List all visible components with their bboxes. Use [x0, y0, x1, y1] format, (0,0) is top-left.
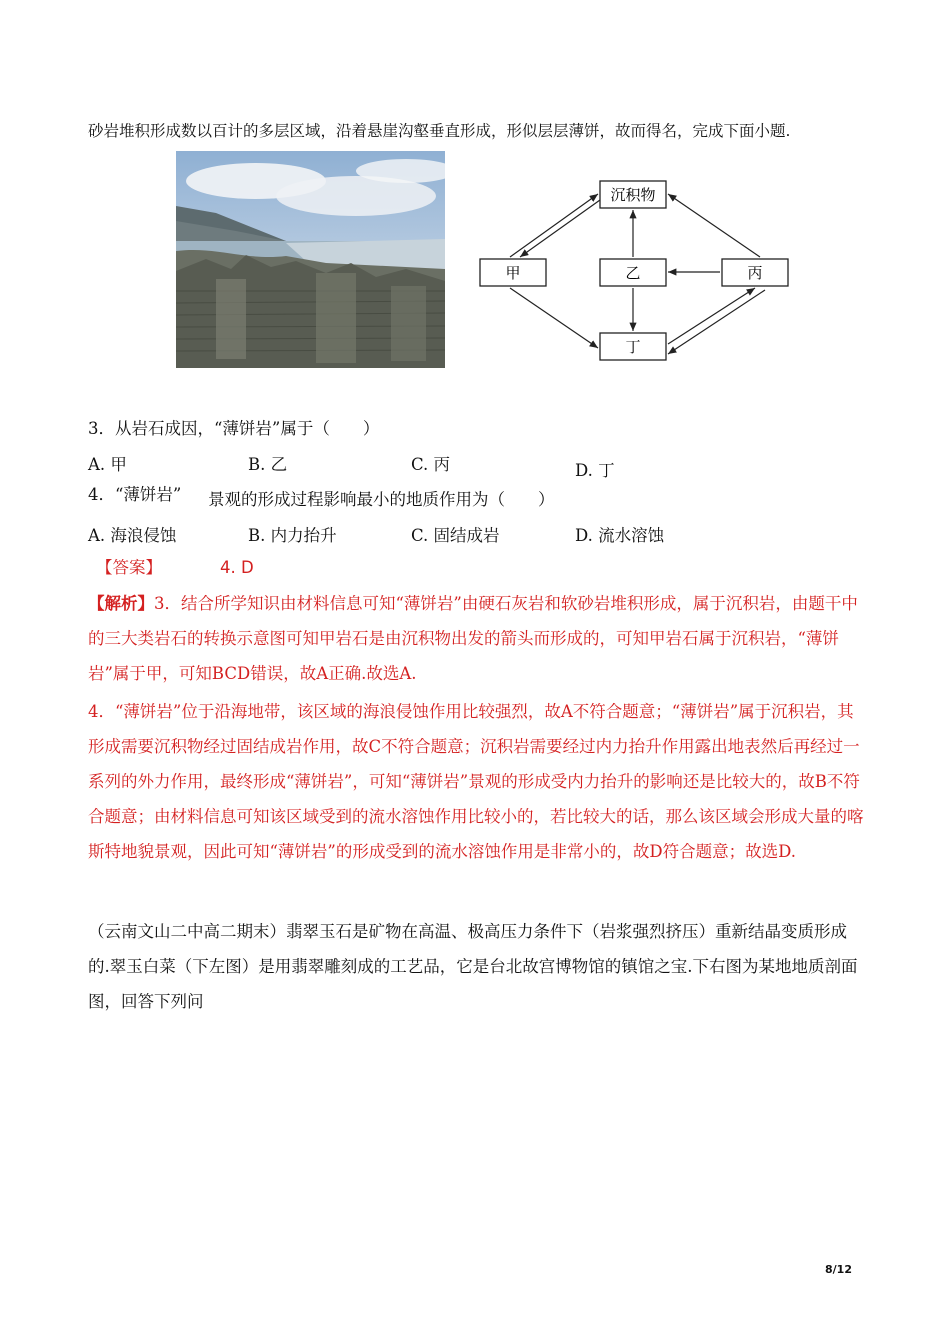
node-ding: 丁 — [625, 338, 641, 356]
node-sediment: 沉积物 — [610, 186, 656, 204]
analysis-label: 【解析】 — [88, 594, 154, 613]
pancake-rocks-photo — [176, 151, 445, 368]
q4-stem-part2: 景观的形成过程影响最小的地质作用为（ ） — [208, 490, 555, 509]
q4-option-b: B. 内力抬升 — [248, 526, 337, 545]
q3-option-c: C. 丙 — [411, 455, 451, 474]
analysis-q3: 【解析】3．结合所学知识由材料信息可知“薄饼岩”由硬石灰岩和软砂岩堆积形成，属于沉积岩，由题干中的三大类岩石的转换示意图可知甲岩石是由沉积物出发的箭头而形成的，可知甲岩石属于沉积岩，“薄饼岩”属于甲，可知BCD错误，故A正确.故选A. — [88, 594, 858, 683]
node-jia: 甲 — [505, 264, 521, 282]
q3-option-a: A. 甲 — [88, 455, 127, 474]
next-material: （云南文山二中高二期末）翡翠玉石是矿物在高温、极高压力条件下（岩浆强烈挤压）重新结晶变质形成的.翠玉白菜（下左图）是用翡翠雕刻成的工艺品，它是台北故宫博物馆的镇馆之宝.下右图为某地地质剖面图，回答下列问 — [88, 922, 858, 1011]
q3-stem: 3．从岩石成因，“薄饼岩”属于（ ） — [88, 419, 380, 438]
node-bing: 丙 — [747, 264, 763, 282]
answer-value: 4. D — [220, 558, 254, 577]
intro-text: 砂岩堆积形成数以百计的多层区域，沿着悬崖沟壑垂直形成，形似层层薄饼，故而得名，完成下面小题. — [88, 122, 791, 140]
rock-cycle-diagram — [470, 168, 810, 368]
q4-option-d: D. 流水溶蚀 — [575, 526, 665, 545]
q4-option-c: C. 固结成岩 — [411, 526, 500, 545]
q4-stem-part1: 4．“薄饼岩” — [88, 485, 182, 504]
page-number: 8/12 — [825, 1263, 852, 1276]
node-yi: 乙 — [625, 264, 641, 282]
q3-option-d: D. 丁 — [575, 461, 615, 480]
q4-option-a: A. 海浪侵蚀 — [88, 526, 177, 545]
q3-option-b: B. 乙 — [248, 455, 288, 474]
analysis-q4: 4．“薄饼岩”位于沿海地带，该区域的海浪侵蚀作用比较强烈，故A不符合题意；“薄饼岩”属于沉积岩，其形成需要沉积物经过固结成岩作用，故C不符合题意；沉积岩需要经过内力抬升作用露出地表然后再经过一系列的外力作用，最终形成“薄饼岩”，可知“薄饼岩”景观的形成受内力抬升的影响还是比较大的，故B不符合题意；由材料信息可知该区域受到的流水溶蚀作用比较小的，若比较大的话，那么该区域会形成大量的喀斯特地貌景观，因此可知“薄饼岩”的形成受到的流水溶蚀作用是非常小的，故D符合题意；故选D. — [88, 702, 864, 861]
answer-label: 【答案】 — [96, 558, 162, 577]
